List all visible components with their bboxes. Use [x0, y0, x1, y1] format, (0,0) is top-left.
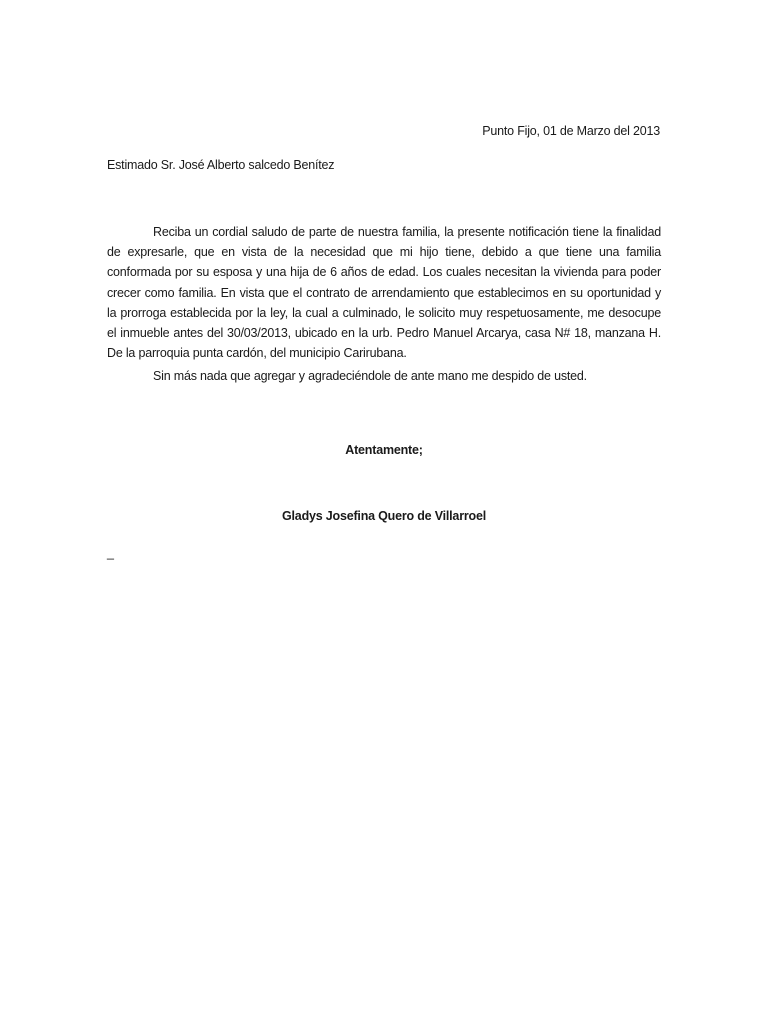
signature-name: Gladys Josefina Quero de Villarroel — [282, 509, 486, 523]
body-paragraph: Reciba un cordial saludo de parte de nuestra familia, la presente notificación tiene la finalidad de expresarle, que en vista de la necesidad que mi hijo tiene, debido a que tiene una familia conformada por su esposa y una hija de 6 años de edad. Los cuales necesitan la vivienda para poder crecer como familia. En vista que el contrato de arrendamiento que establecimos en su oportunidad y la prorroga establecida por la ley, la cual a culminado, le solicito muy respetuosamente, me desocupe el inmueble antes del 30/03/2013, ubicado en la urb. Pedro Manuel Arcarya, casa N# 18, manzana H. De la parroquia punta cardón, del municipio Carirubana. — [107, 225, 661, 361]
letter-date: Punto Fijo, 01 de Marzo del 2013 — [482, 124, 660, 138]
closing-paragraph: Sin más nada que agregar y agradeciéndole de ante mano me despido de usted. — [153, 369, 587, 384]
letter-body — [107, 222, 661, 387]
letter-recipient: Estimado Sr. José Alberto salcedo Benítez — [107, 158, 335, 172]
letter-signoff: Atentamente; — [345, 443, 423, 457]
trailing-mark: _ — [107, 546, 114, 560]
